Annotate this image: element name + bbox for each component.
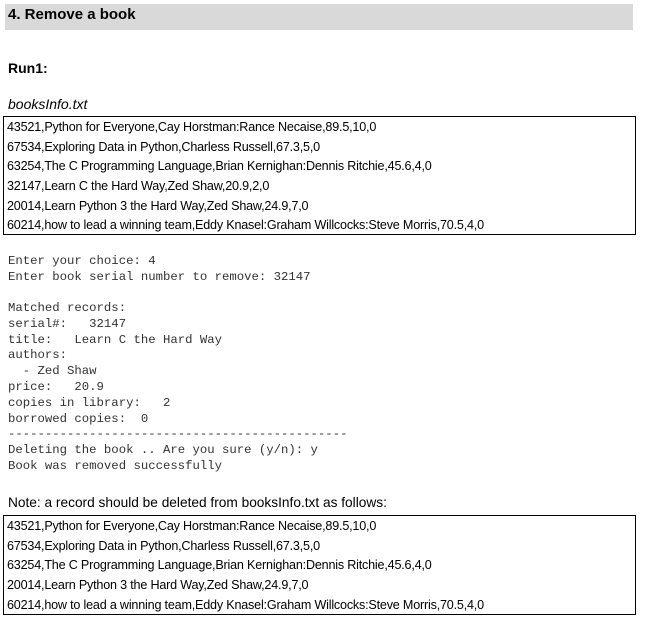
console-line: copies in library: 2 (8, 395, 171, 410)
console-line: Matched records: (8, 301, 127, 315)
file-line: 43521,Python for Everyone,Cay Horstman:Rance Necaise,89.5,10,0 (7, 519, 377, 533)
file-line: 60214,how to lead a winning team,Eddy Knasel:Graham Willcocks:Steve Morris,70.5,4,0 (7, 218, 484, 233)
file-line: 43521,Python for Everyone,Cay Horstman:Rance Necaise,89.5,10,0 (7, 120, 377, 134)
file-contents-before (3, 116, 636, 235)
console-line: Deleting the book .. Are you sure (y/n): y (8, 443, 318, 458)
section-heading: 4. Remove a book (5, 4, 633, 30)
file-line: 60214,how to lead a winning team,Eddy Knasel:Graham Willcocks:Steve Morris,70.5,4,0 (7, 597, 484, 612)
file-contents-after (3, 515, 636, 615)
console-separator: ---------------------------------------------- (8, 427, 348, 442)
file-line: 63254,The C Programming Language,Brian Kernighan:Dennis Ritchie,45.6,4,0 (7, 558, 432, 573)
file-line: 32147,Learn C the Hard Way,Zed Shaw,20.9,2,0 (7, 179, 270, 194)
file-line: 63254,The C Programming Language,Brian Kernighan:Dennis Ritchie,45.6,4,0 (7, 159, 432, 174)
file-line: 20014,Learn Python 3 the Hard Way,Zed Shaw,24.9,7,0 (7, 578, 309, 593)
console-line: price: 20.9 (8, 379, 104, 394)
console-input-block (8, 254, 628, 286)
file-line: 20014,Learn Python 3 the Hard Way,Zed Shaw,24.9,7,0 (7, 198, 309, 213)
console-line: Enter your choice: 4 (8, 254, 156, 268)
console-line: authors: (8, 348, 68, 363)
file-line: 67534,Exploring Data in Python,Charless Russell,67.3,5,0 (7, 139, 320, 154)
console-line: Book was removed successfully (8, 458, 223, 473)
console-line: title: Learn C the Hard Way (8, 332, 223, 347)
console-line: Enter book serial number to remove: 32147 (8, 269, 311, 284)
console-line: serial#: 32147 (8, 316, 127, 331)
file-line: 67534,Exploring Data in Python,Charless Russell,67.3,5,0 (7, 538, 320, 553)
note-text: Note: a record should be deleted from booksInfo.txt as follows: (8, 495, 387, 510)
console-line: borrowed copies: 0 (8, 411, 149, 426)
file-name-label: booksInfo.txt (8, 96, 88, 112)
run-label: Run1: (8, 60, 48, 76)
console-record-block (8, 301, 628, 475)
console-line: - Zed Shaw (8, 364, 97, 379)
